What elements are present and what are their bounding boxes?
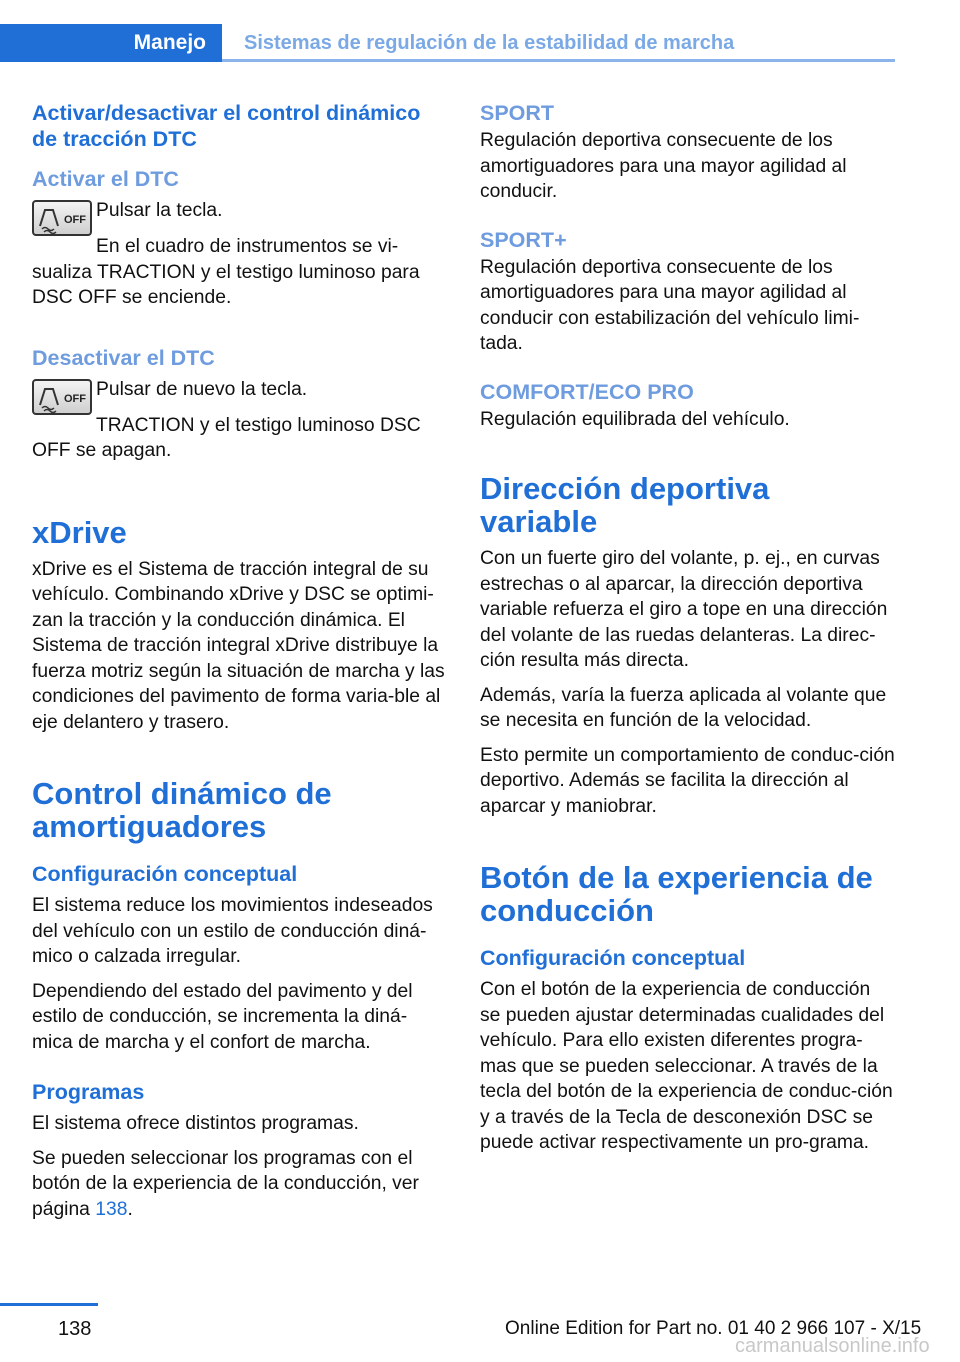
programs-paragraph-1: El sistema ofrece distintos programas. <box>32 1113 359 1134</box>
xdrive-paragraph: xDrive es el Sistema de tracción integral de su vehículo. Combinando xDrive y DSC se optimi-zan la tracción y la conducción dinámica. El Sistema de tracción integral xDrive distribuye la fuerza motriz según la situación de marcha y las condiciones del pavimento de forma varia-ble al eje delantero y trasero. <box>32 558 445 733</box>
footer-edition: Online Edition for Part no. 01 40 2 966 107 - X/15 <box>505 1318 922 1339</box>
sport-heading: SPORT <box>480 101 555 125</box>
sport-paragraph: Regulación deportiva consecuente de los amortiguadores para una mayor agilidad al conducir. <box>480 130 847 202</box>
deactivate-dtc-heading: Desactivar el DTC <box>32 345 215 370</box>
activate-step-2: En el cuadro de instrumentos se vi-sualiza TRACTION y el testigo luminoso para DSC OFF se enciende. <box>32 236 420 308</box>
concept-paragraph-1: El sistema reduce los movimientos indeseados del vehículo con un estilo de conducción diná-mico o calzada irregular. <box>32 895 433 967</box>
damper-control-heading: Control dinámico de amortiguadores <box>32 776 332 844</box>
footer-rule <box>0 1303 98 1306</box>
right-column <box>480 100 895 1165</box>
header-rule <box>222 59 895 62</box>
steering-paragraph-3: Esto permite un comportamiento de conduc-ción deportivo. Además se facilita la dirección al aparcar y maniobrar. <box>480 744 895 817</box>
deactivate-step-1: Pulsar de nuevo la tecla. <box>96 378 308 400</box>
concept-heading: Configuración conceptual <box>32 862 298 886</box>
concept-paragraph-2: Dependiendo del estado del pavimento y del estilo de conducción, se incrementa la diná-mica de marcha y el confort de marcha. <box>32 980 413 1053</box>
page-number: 138 <box>58 1318 92 1340</box>
page-reference-link[interactable]: 138 <box>95 1198 128 1220</box>
xdrive-heading: xDrive <box>32 514 127 550</box>
header-section-tab: Manejo <box>0 24 222 62</box>
header-chapter-title: Sistemas de regulación de la estabilidad de marcha <box>244 32 735 54</box>
dsc-off-key-icon <box>32 200 92 236</box>
left-column <box>32 100 447 1231</box>
drive-experience-concept-heading: Configuración conceptual <box>480 946 746 970</box>
comfort-paragraph: Regulación equilibrada del vehículo. <box>480 408 790 430</box>
steering-paragraph-2: Además, varía la fuerza aplicada al volante que se necesita en función de la velocidad. <box>480 684 887 731</box>
watermark: carmanualsonline.info <box>735 1335 930 1357</box>
steering-heading: Dirección deportiva variable <box>480 471 770 539</box>
key-off-label: OFF <box>64 392 86 405</box>
activate-step-1: Pulsar la tecla. <box>96 200 223 221</box>
drive-experience-heading: Botón de la experiencia de conducción <box>480 860 873 928</box>
deactivate-step-2: TRACTION y el testigo luminoso DSC OFF se apagan. <box>32 414 421 461</box>
key-off-label: OFF <box>64 214 86 226</box>
sport-plus-paragraph: Regulación deportiva consecuente de los amortiguadores para una mayor agilidad al conducir con estabilización del vehículo limi-tada. <box>480 256 860 354</box>
dtc-heading: Activar/desactivar el control dinámico de tracción DTC <box>32 101 421 151</box>
page-header <box>0 24 895 62</box>
sport-plus-heading: SPORT+ <box>480 227 567 252</box>
activate-dtc-block <box>32 198 447 248</box>
programs-paragraph-2: Se pueden seleccionar los programas con el botón de la experiencia de la conducción, ver página 138. <box>32 1147 419 1220</box>
dsc-off-key-icon <box>32 379 92 415</box>
activate-dtc-heading: Activar el DTC <box>32 167 179 191</box>
drive-experience-paragraph: Con el botón de la experiencia de conducción se pueden ajustar determinadas cualidades del vehículo. Para ello existen diferentes progra-mas que se pueden seleccionar. A través de la tecla del botón de la experiencia de conduc-ción y a través de la Tecla de desconexión DSC se puede activar respectivamente un pro-grama. <box>480 979 893 1153</box>
deactivate-dtc-block <box>32 377 447 427</box>
comfort-heading: COMFORT/ECO PRO <box>480 379 694 404</box>
steering-paragraph-1: Con un fuerte giro del volante, p. ej., en curvas estrechas o al aparcar, la dirección deportiva variable refuerza el giro a tope en una dirección del volante de las ruedas delanteras. La direc-ción resulta más directa. <box>480 548 888 671</box>
programs-heading: Programas <box>32 1080 145 1104</box>
